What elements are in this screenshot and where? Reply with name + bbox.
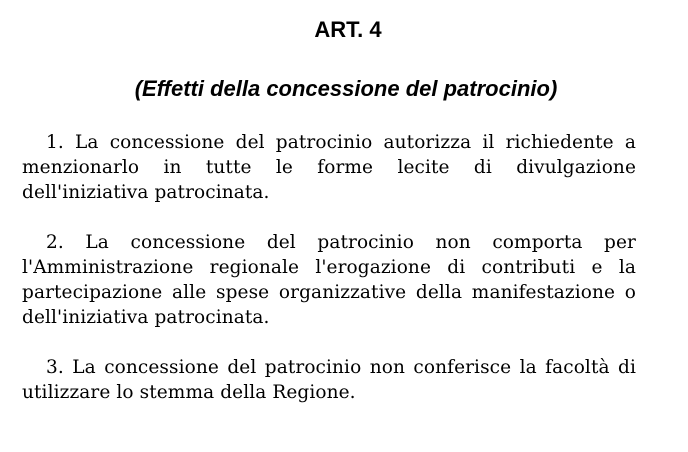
article-subtitle: (Effetti della concessione del patrocinio): [134, 76, 558, 101]
paragraph-2: 2. La concessione del patrocinio non comporta per l'Amministrazione regionale l'erogazione di contributi e la partecipazione alle spese organizzative della manifestazione o dell'iniziativa patrocinata.: [22, 232, 636, 328]
document-page: [22, 0, 636, 405]
paragraph-3: 3. La concessione del patrocinio non conferisce la facoltà di utilizzare lo stemma della Regione.: [22, 357, 636, 403]
paragraph-1: 1. La concessione del patrocinio autorizza il richiedente a menzionarlo in tutte le forme lecite di divulgazione dell'iniziativa patrocinata.: [22, 132, 636, 203]
article-title: ART. 4: [314, 17, 382, 42]
